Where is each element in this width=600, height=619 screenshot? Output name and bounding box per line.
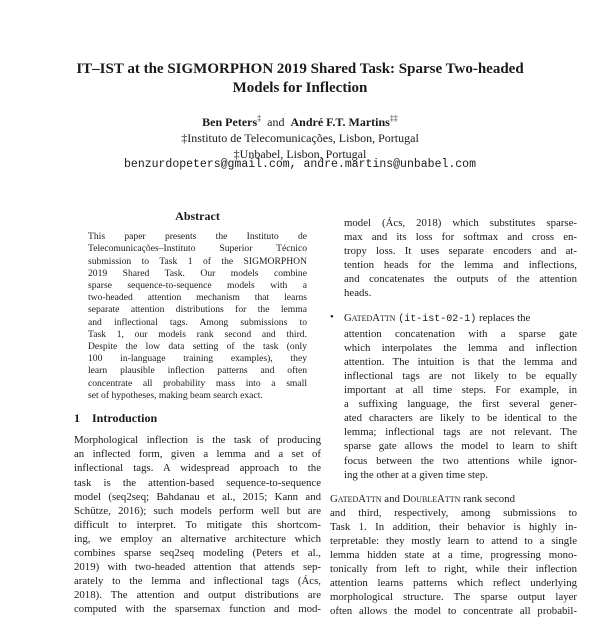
abstract-body (74, 231, 321, 402)
bullet-first-line-text: replaces the (476, 311, 531, 324)
bullet-line: sparse gate allows the model to learn to shift (344, 440, 577, 453)
bullet-line: attention. The intuition is that the lemma and (344, 355, 577, 368)
bullet-line: focus between the two attentions while ignor- (344, 454, 577, 467)
bullet-line: important at all time steps. For example, in (344, 384, 577, 397)
section-1-number: 1 (74, 411, 80, 426)
left-column (74, 210, 321, 616)
abstract-line: two-headed attention mechanism that learns (88, 292, 307, 304)
continuation-line: max and its loss for softmax and cross en- (344, 231, 577, 244)
section-1-heading (74, 412, 321, 425)
continuation-line: heads. (344, 287, 372, 300)
bullet-line: inflectional tags are not likely to be equally (344, 369, 577, 382)
paragraph-line: attention learns patterns which reflect underlying (330, 577, 577, 590)
bullet-line: ated characters are likely to be identical to the (344, 412, 577, 425)
paper-title-line-2: Models for Inflection (232, 80, 368, 96)
previous-item-continuation (330, 216, 577, 301)
author-block (40, 111, 560, 162)
abstract-line: sparse sequence-to-sequence models with a (88, 280, 307, 292)
author-1-mark: ‡ (257, 114, 262, 123)
model-code: (it-ist-02-1) (398, 313, 477, 325)
abstract-line: 100 in-language training examples), they (88, 353, 307, 365)
paper-title (40, 60, 560, 98)
bullet-line: ing the other at a given time step. (344, 468, 488, 481)
right-column (330, 216, 577, 619)
paragraph-line: tonically from left to right, while their inflection (330, 563, 577, 576)
intro-line: arately to the lemma and inflectional tags (Ács, (74, 575, 321, 588)
bullet-line: lemma; inflectional tags are not relevant. The (344, 426, 577, 439)
abstract-line: 2019 Shared Task. Our models combine (88, 267, 307, 279)
author-1-name: Ben Peters (202, 115, 258, 129)
bullet-line: a suffixing language, the first several gener- (344, 398, 577, 411)
paragraph-line: terpretable: they mostly learn to attend to a single (330, 534, 577, 547)
abstract-line: Telecomunicações–Instituto Superior Técnico (88, 243, 307, 255)
continuation-line: tention heads for the lemma and inflections, (344, 259, 577, 272)
author-emails[interactable]: benzurdopeters@gmail.com, andre.martins@unbabel.com (124, 158, 476, 171)
intro-line: 2018). The attention and output distributions are (74, 589, 321, 602)
abstract-line: This paper presents the Instituto de (88, 231, 307, 243)
intro-line: combines sparse seq2seq modeling (Peters et al., (74, 547, 321, 559)
affiliation-2: ‡Unbabel, Lisbon, Portugal (233, 147, 367, 161)
paragraph-line: and third, respectively, among submissions to (330, 506, 577, 519)
paragraph-line: morphological structure. The sparse output layer (330, 591, 577, 604)
paragraph-and: and (381, 492, 403, 505)
intro-line: difficult to interpret. To mitigate this shortcom- (74, 518, 321, 531)
intro-line: task is the attention-based sequence-to-sequence (74, 476, 321, 489)
abstract-line: set of hypotheses, making beam search exact. (88, 389, 263, 401)
intro-line: 2019) with two-headed attention that attends sep- (74, 561, 321, 574)
paragraph-first-line (330, 492, 577, 506)
abstract-heading: Abstract (175, 209, 220, 223)
intro-line: model (seq2seq; Bahdanau et al., 2015; Kann and (74, 490, 321, 503)
intro-line: inflectional tags. A widespread approach to the (74, 462, 321, 475)
author-names (40, 111, 560, 130)
abstract-line: submission to Task 1 of the SIGMORPHON (88, 255, 307, 267)
intro-line: an inflected form, given a lemma and a set of (74, 448, 321, 461)
section-1-title: Introduction (92, 411, 158, 426)
model-name-doubleattn: DoubleAttn (402, 492, 461, 505)
abstract-line: learn plausible inflection patterns and often (88, 365, 307, 377)
abstract-line: separate attention distributions for the lemma (88, 304, 307, 316)
abstract-line: and inflectional tags. Among submissions to (88, 316, 307, 328)
author-2-mark: ‡‡ (389, 114, 398, 123)
author-and: and (267, 115, 285, 129)
intro-line: ing, we employ an alternative architecture which (74, 532, 321, 545)
continuation-line: tropy loss. It uses separate encoders and at- (344, 245, 577, 258)
paragraph-line: Task 1. In addition, their behavior is highly in- (330, 520, 577, 533)
abstract-line: Despite the low data setting of the task (only (88, 341, 307, 353)
paragraph-line: often allows the model to concentrate all probabil- (330, 605, 577, 618)
paragraph-line: lemma hidden state at a time, progressing mono- (330, 549, 577, 562)
paragraph-first-line-text: rank second (460, 492, 515, 505)
bullet-icon: • (330, 311, 334, 323)
bullet-first-line (344, 311, 577, 327)
continuation-line: model (Ács, 2018) which substitutes sparse- (344, 217, 577, 229)
gatedattn-bullet-item (330, 311, 577, 482)
bullet-line: which interpolates the lemma and inflection (344, 341, 577, 354)
intro-line: computed with the sparsemax function and mod- (74, 603, 321, 616)
intro-line: Morphological inflection is the task of producing (74, 434, 321, 447)
model-name-gatedattn: GatedAttn (330, 492, 382, 505)
introduction-body (74, 433, 321, 616)
abstract-line: Task 1, our models rank second and third. (88, 328, 307, 340)
intro-line: Schütze, 2016); such models perform well but are (74, 504, 321, 517)
bullet-line: attention concatenation with a sparse gate (344, 327, 577, 340)
model-name: GatedAttn (344, 311, 396, 324)
abstract-line: concentrate all probability mass into a small (88, 377, 307, 389)
continuation-line: and concatenates the outputs of the attention (344, 273, 577, 286)
paper-title-line-1: IT–IST at the SIGMORPHON 2019 Shared Task: Sparse Two-headed (76, 61, 524, 77)
affiliation-1: ‡Instituto de Telecomunicações, Lisbon, Portugal (181, 131, 419, 145)
author-2-name: André F.T. Martins (290, 115, 390, 129)
